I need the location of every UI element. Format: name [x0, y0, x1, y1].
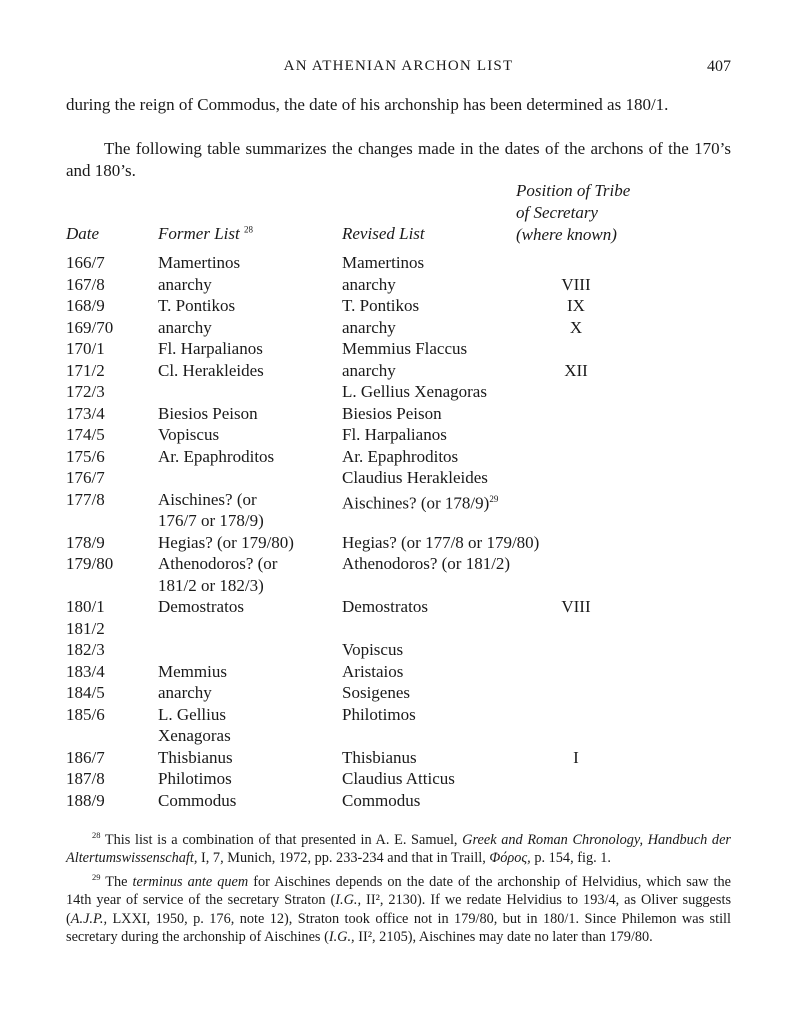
row-date: 166/7 — [66, 253, 105, 272]
revised-line: anarchy — [342, 317, 396, 337]
table-row — [66, 532, 731, 554]
row-date: 188/9 — [66, 790, 105, 810]
row-revised-archon — [342, 424, 592, 446]
row-former-archon — [158, 661, 338, 683]
revised-line: Ar. Epaphroditos — [342, 446, 459, 466]
row-date: 173/4 — [66, 403, 105, 423]
former-line: Cl. Herakleides — [158, 360, 264, 380]
header-date: Date — [66, 224, 100, 243]
footnote-text: II², 2130). If we redate Helvidius to 193/4, as Oliver suggests ( — [66, 892, 732, 927]
running-header — [66, 58, 731, 80]
row-date: 177/8 — [66, 489, 105, 509]
revised-line: Biesios Peison — [342, 403, 442, 423]
table-row — [66, 338, 731, 360]
former-line: Fl. Harpalianos — [158, 339, 263, 358]
revised-line: Commodus — [342, 790, 421, 810]
row-revised-archon — [342, 446, 592, 468]
header-former-label: Former List — [158, 224, 240, 243]
revised-line: anarchy — [342, 360, 396, 380]
row-date: 172/3 — [66, 382, 105, 401]
former-line: Aischines? (or — [158, 489, 257, 509]
row-date: 183/4 — [66, 661, 105, 681]
row-former-archon — [158, 446, 338, 468]
row-former-archon — [158, 747, 338, 769]
row-revised-archon — [342, 467, 592, 489]
table-row — [66, 467, 731, 489]
paragraph-1: during the reign of Commodus, the date of his archonship has been determined as 180/1. — [66, 95, 669, 114]
table-row — [66, 381, 731, 403]
row-revised-archon — [342, 639, 592, 661]
row-former-archon — [158, 274, 338, 296]
header-revised-list: Revised List — [342, 224, 425, 243]
archon-table — [66, 180, 731, 811]
row-revised-archon — [342, 403, 592, 425]
row-revised-archon — [342, 553, 592, 575]
former-line: Vopiscus — [158, 425, 220, 444]
row-former-archon — [158, 790, 338, 812]
table-row — [66, 704, 731, 747]
header-position-line: of Secretary — [516, 203, 598, 222]
row-tribe-position: I — [573, 747, 579, 767]
row-date: 184/5 — [66, 683, 105, 702]
revised-line: anarchy — [342, 274, 396, 294]
row-date: 186/7 — [66, 747, 105, 767]
table-row — [66, 446, 731, 468]
revised-line: Vopiscus — [342, 640, 404, 659]
footnote-italic: terminus ante quem — [132, 873, 249, 890]
table-row — [66, 747, 731, 769]
row-revised-archon — [342, 682, 592, 704]
row-revised-archon — [342, 489, 592, 514]
row-revised-archon — [342, 768, 592, 790]
row-former-archon — [158, 317, 338, 339]
former-line: Philotimos — [158, 769, 232, 788]
footnote-text: This list is a combination of that presented in A. E. Samuel, — [104, 831, 463, 848]
former-line: anarchy — [158, 317, 212, 337]
table-row — [66, 274, 731, 296]
page-number: 407 — [707, 58, 731, 75]
former-line: Athenodoros? (or — [158, 554, 278, 573]
row-tribe-position: X — [569, 317, 583, 337]
row-revised-archon — [342, 661, 592, 683]
footnote-italic: I.G., — [328, 929, 355, 946]
row-date: 175/6 — [66, 446, 105, 466]
footnote-ref-29: 29 — [489, 493, 499, 504]
row-former-archon — [158, 489, 338, 532]
revised-line: Aristaios — [342, 661, 404, 681]
revised-line: Athenodoros? (or 181/2) — [342, 554, 511, 573]
former-line: Biesios Peison — [158, 403, 258, 423]
running-title: AN ATHENIAN ARCHON LIST — [283, 58, 514, 74]
table-row — [66, 618, 731, 640]
footnote-italic: Φόρος, — [489, 850, 531, 867]
revised-line: Demostratos — [342, 597, 428, 616]
row-date: 180/1 — [66, 597, 105, 616]
row-former-archon — [158, 403, 338, 425]
footnote-29 — [66, 868, 731, 947]
row-date: 179/80 — [66, 554, 114, 573]
row-former-archon — [158, 553, 338, 596]
former-line: anarchy — [158, 274, 212, 294]
row-former-archon — [158, 338, 338, 360]
row-former-archon — [158, 532, 338, 554]
revised-line: Memmius Flaccus — [342, 339, 468, 358]
footnote-text: II², 2105), Aischines may date no later than 179/80. — [354, 929, 653, 946]
footnote-number: 28 — [92, 830, 101, 840]
footnote-text: p. 154, fig. 1. — [530, 850, 611, 867]
revised-line: Claudius Herakleides — [342, 468, 488, 487]
paragraph-2: The following table summarizes the changes made in the dates of the archons of the 170’s and 180’s. — [66, 139, 731, 180]
row-date: 176/7 — [66, 468, 105, 487]
table-row — [66, 553, 731, 596]
revised-line: Hegias? (or 177/8 or 179/80) — [342, 532, 540, 552]
former-line: Thisbianus — [158, 747, 233, 767]
revised-line: Philotimos — [342, 704, 416, 724]
footnote-text: LXXI, 1950, p. 176, note 12), Straton took office not in 179/80, but in 180/1. Since Philemon was still secretary during the archonship of Aischines ( — [66, 910, 731, 946]
former-line: Commodus — [158, 790, 237, 810]
table-row — [66, 317, 731, 339]
table-row — [66, 790, 731, 812]
table-row — [66, 360, 731, 382]
table-body — [66, 252, 731, 811]
former-line: Hegias? (or 179/80) — [158, 532, 294, 552]
header-former-list — [158, 224, 253, 244]
row-former-archon — [158, 252, 338, 274]
revised-line: Sosigenes — [342, 683, 410, 702]
row-revised-archon — [342, 381, 592, 403]
former-line: 176/7 or 178/9) — [158, 511, 264, 530]
row-date: 167/8 — [66, 274, 105, 294]
row-date: 187/8 — [66, 769, 105, 788]
footnote-text: for Aischines depends on the date of the archonship of Helvidius, which saw the 14th year of service of the secretary Straton ( — [66, 873, 731, 909]
footnote-ref-28: 28 — [243, 224, 253, 235]
table-header — [66, 180, 731, 252]
row-tribe-position: XII — [564, 360, 588, 380]
row-former-archon — [158, 596, 338, 618]
table-row — [66, 403, 731, 425]
header-position-line: Position of Tribe — [516, 181, 631, 200]
former-line: T. Pontikos — [158, 296, 236, 315]
row-former-archon — [158, 682, 338, 704]
table-row — [66, 596, 731, 618]
former-line: 181/2 or 182/3) — [158, 575, 264, 595]
revised-line: Aischines? (or 178/9) — [342, 493, 490, 513]
footnote-28 — [66, 826, 731, 868]
footnote-text: The — [105, 873, 133, 890]
former-line: L. Gellius — [158, 704, 226, 724]
table-row — [66, 661, 731, 683]
row-former-archon — [158, 704, 338, 747]
row-date: 168/9 — [66, 296, 105, 315]
row-revised-archon — [342, 338, 592, 360]
row-tribe-position: VIII — [561, 597, 591, 616]
revised-line: Claudius Atticus — [342, 769, 455, 788]
former-line: Mamertinos — [158, 253, 241, 272]
row-revised-archon — [342, 790, 592, 812]
table-row — [66, 424, 731, 446]
revised-line: Thisbianus — [342, 747, 417, 767]
row-revised-archon — [342, 704, 592, 726]
footnote-number: 29 — [92, 871, 101, 882]
former-line: Memmius — [158, 661, 227, 681]
table-row — [66, 252, 731, 274]
footnote-italic: Greek and Roman Chronology, Handbuch der Altertumswissenschaft, — [66, 831, 731, 867]
row-revised-archon — [342, 252, 592, 274]
footnote-italic: I.G., — [335, 892, 362, 909]
table-row — [66, 295, 731, 317]
row-date: 178/9 — [66, 532, 105, 552]
row-former-archon — [158, 768, 338, 790]
footnote-text: I, 7, Munich, 1972, pp. 233-234 and that in Traill, — [197, 850, 490, 867]
row-former-archon — [158, 424, 338, 446]
revised-line: Fl. Harpalianos — [342, 425, 447, 444]
revised-line: L. Gellius Xenagoras — [342, 382, 487, 401]
former-line: Demostratos — [158, 597, 244, 616]
row-date: 170/1 — [66, 339, 105, 358]
former-line: Xenagoras — [158, 726, 231, 745]
former-line: Ar. Epaphroditos — [158, 446, 275, 466]
table-row — [66, 682, 731, 704]
row-tribe-position: VIII — [561, 274, 591, 294]
row-date: 182/3 — [66, 640, 105, 659]
footnotes — [66, 826, 731, 947]
footnote-italic: A.J.P., — [70, 910, 108, 927]
row-date: 171/2 — [66, 360, 105, 380]
row-date: 169/70 — [66, 317, 114, 337]
row-former-archon — [158, 295, 338, 317]
table-row — [66, 768, 731, 790]
row-date: 174/5 — [66, 425, 105, 444]
row-date: 185/6 — [66, 704, 105, 724]
row-date: 181/2 — [66, 618, 105, 638]
former-line: anarchy — [158, 683, 212, 702]
header-position-line: (where known) — [516, 225, 617, 244]
revised-line: Mamertinos — [342, 253, 425, 272]
row-tribe-position: IX — [567, 296, 585, 315]
row-former-archon — [158, 360, 338, 382]
table-row — [66, 639, 731, 661]
revised-line: T. Pontikos — [342, 296, 420, 315]
row-revised-archon — [342, 532, 592, 554]
table-row — [66, 489, 731, 532]
header-position-tribe — [516, 180, 630, 246]
